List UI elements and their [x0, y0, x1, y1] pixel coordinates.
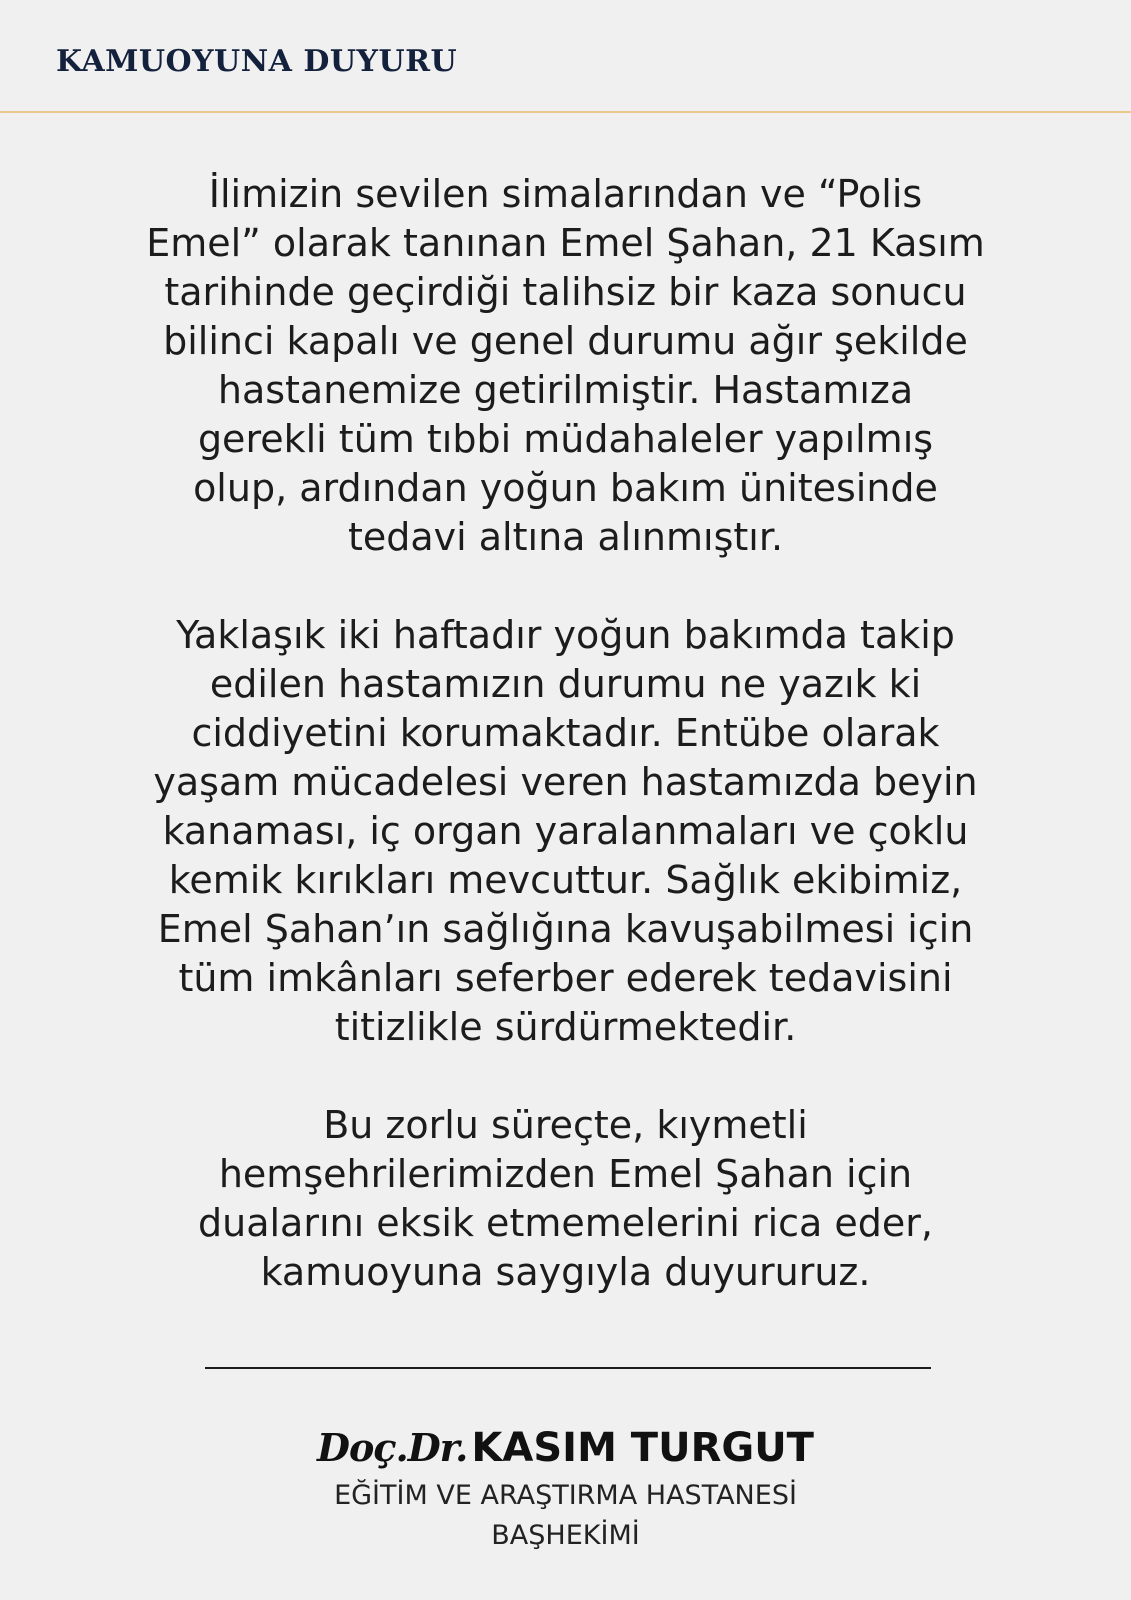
signature-title: Doç.Dr.: [317, 1425, 468, 1470]
paragraph-3: [50, 1101, 1081, 1297]
paragraph-line: yaşam mücadelesi veren hastamızda beyin: [153, 760, 978, 804]
paragraph-line: edilen hastamızın durumu ne yazık ki: [209, 662, 922, 706]
signature-position: BAŞHEKİMİ: [491, 1520, 640, 1551]
signature-name: KASIM TURGUT: [471, 1425, 814, 1471]
paragraph-line: hastanemize getirilmiştir. Hastamıza: [217, 368, 914, 412]
signature-name-block: [0, 1425, 1131, 1471]
signature-divider: [205, 1367, 931, 1369]
paragraph-line: kanaması, iç organ yaralanmaları ve çoklu: [162, 809, 969, 853]
paragraph-line: titizlikle sürdürmektedir.: [334, 1005, 797, 1049]
page-title: KAMUOYUNA DUYURU: [56, 44, 458, 79]
paragraph-line: tedavi altına alınmıştır.: [347, 515, 784, 559]
paragraph-1: [50, 170, 1081, 562]
paragraph-line: Emel Şahan’ın sağlığına kavuşabilmesi için: [157, 907, 974, 951]
paragraph-line: ciddiyetini korumaktadır. Entübe olarak: [191, 711, 940, 755]
paragraph-line: Bu zorlu süreçte, kıymetli: [323, 1103, 808, 1147]
paragraph-line: tarihinde geçirdiği talihsiz bir kaza sonucu: [164, 270, 967, 314]
paragraph-line: bilinci kapalı ve genel durumu ağır şekilde: [163, 319, 968, 363]
paragraph-line: hemşehrilerimizden Emel Şahan için: [218, 1152, 913, 1196]
paragraph-line: gerekli tüm tıbbi müdahaleler yapılmış: [197, 417, 934, 461]
paragraph-line: Emel” olarak tanınan Emel Şahan, 21 Kasım: [146, 221, 985, 265]
paragraph-line: kemik kırıkları mevcuttur. Sağlık ekibimiz,: [168, 858, 963, 902]
paragraph-line: dualarını eksik etmemelerini rica eder,: [198, 1201, 933, 1245]
paragraph-2: [50, 611, 1081, 1052]
paragraph-line: kamuoyuna saygıyla duyururuz.: [260, 1250, 871, 1294]
signature-institution: EĞİTİM VE ARAŞTIRMA HASTANESİ: [334, 1480, 797, 1511]
paragraph-line: İlimizin sevilen simalarından ve “Polis: [208, 172, 923, 216]
paragraph-line: olup, ardından yoğun bakım ünitesinde: [193, 466, 938, 510]
paragraph-line: Yaklaşık iki haftadır yoğun bakımda takip: [176, 613, 955, 657]
paragraph-line: tüm imkânları seferber ederek tedavisini: [178, 956, 953, 1000]
page-header: [0, 0, 1131, 113]
